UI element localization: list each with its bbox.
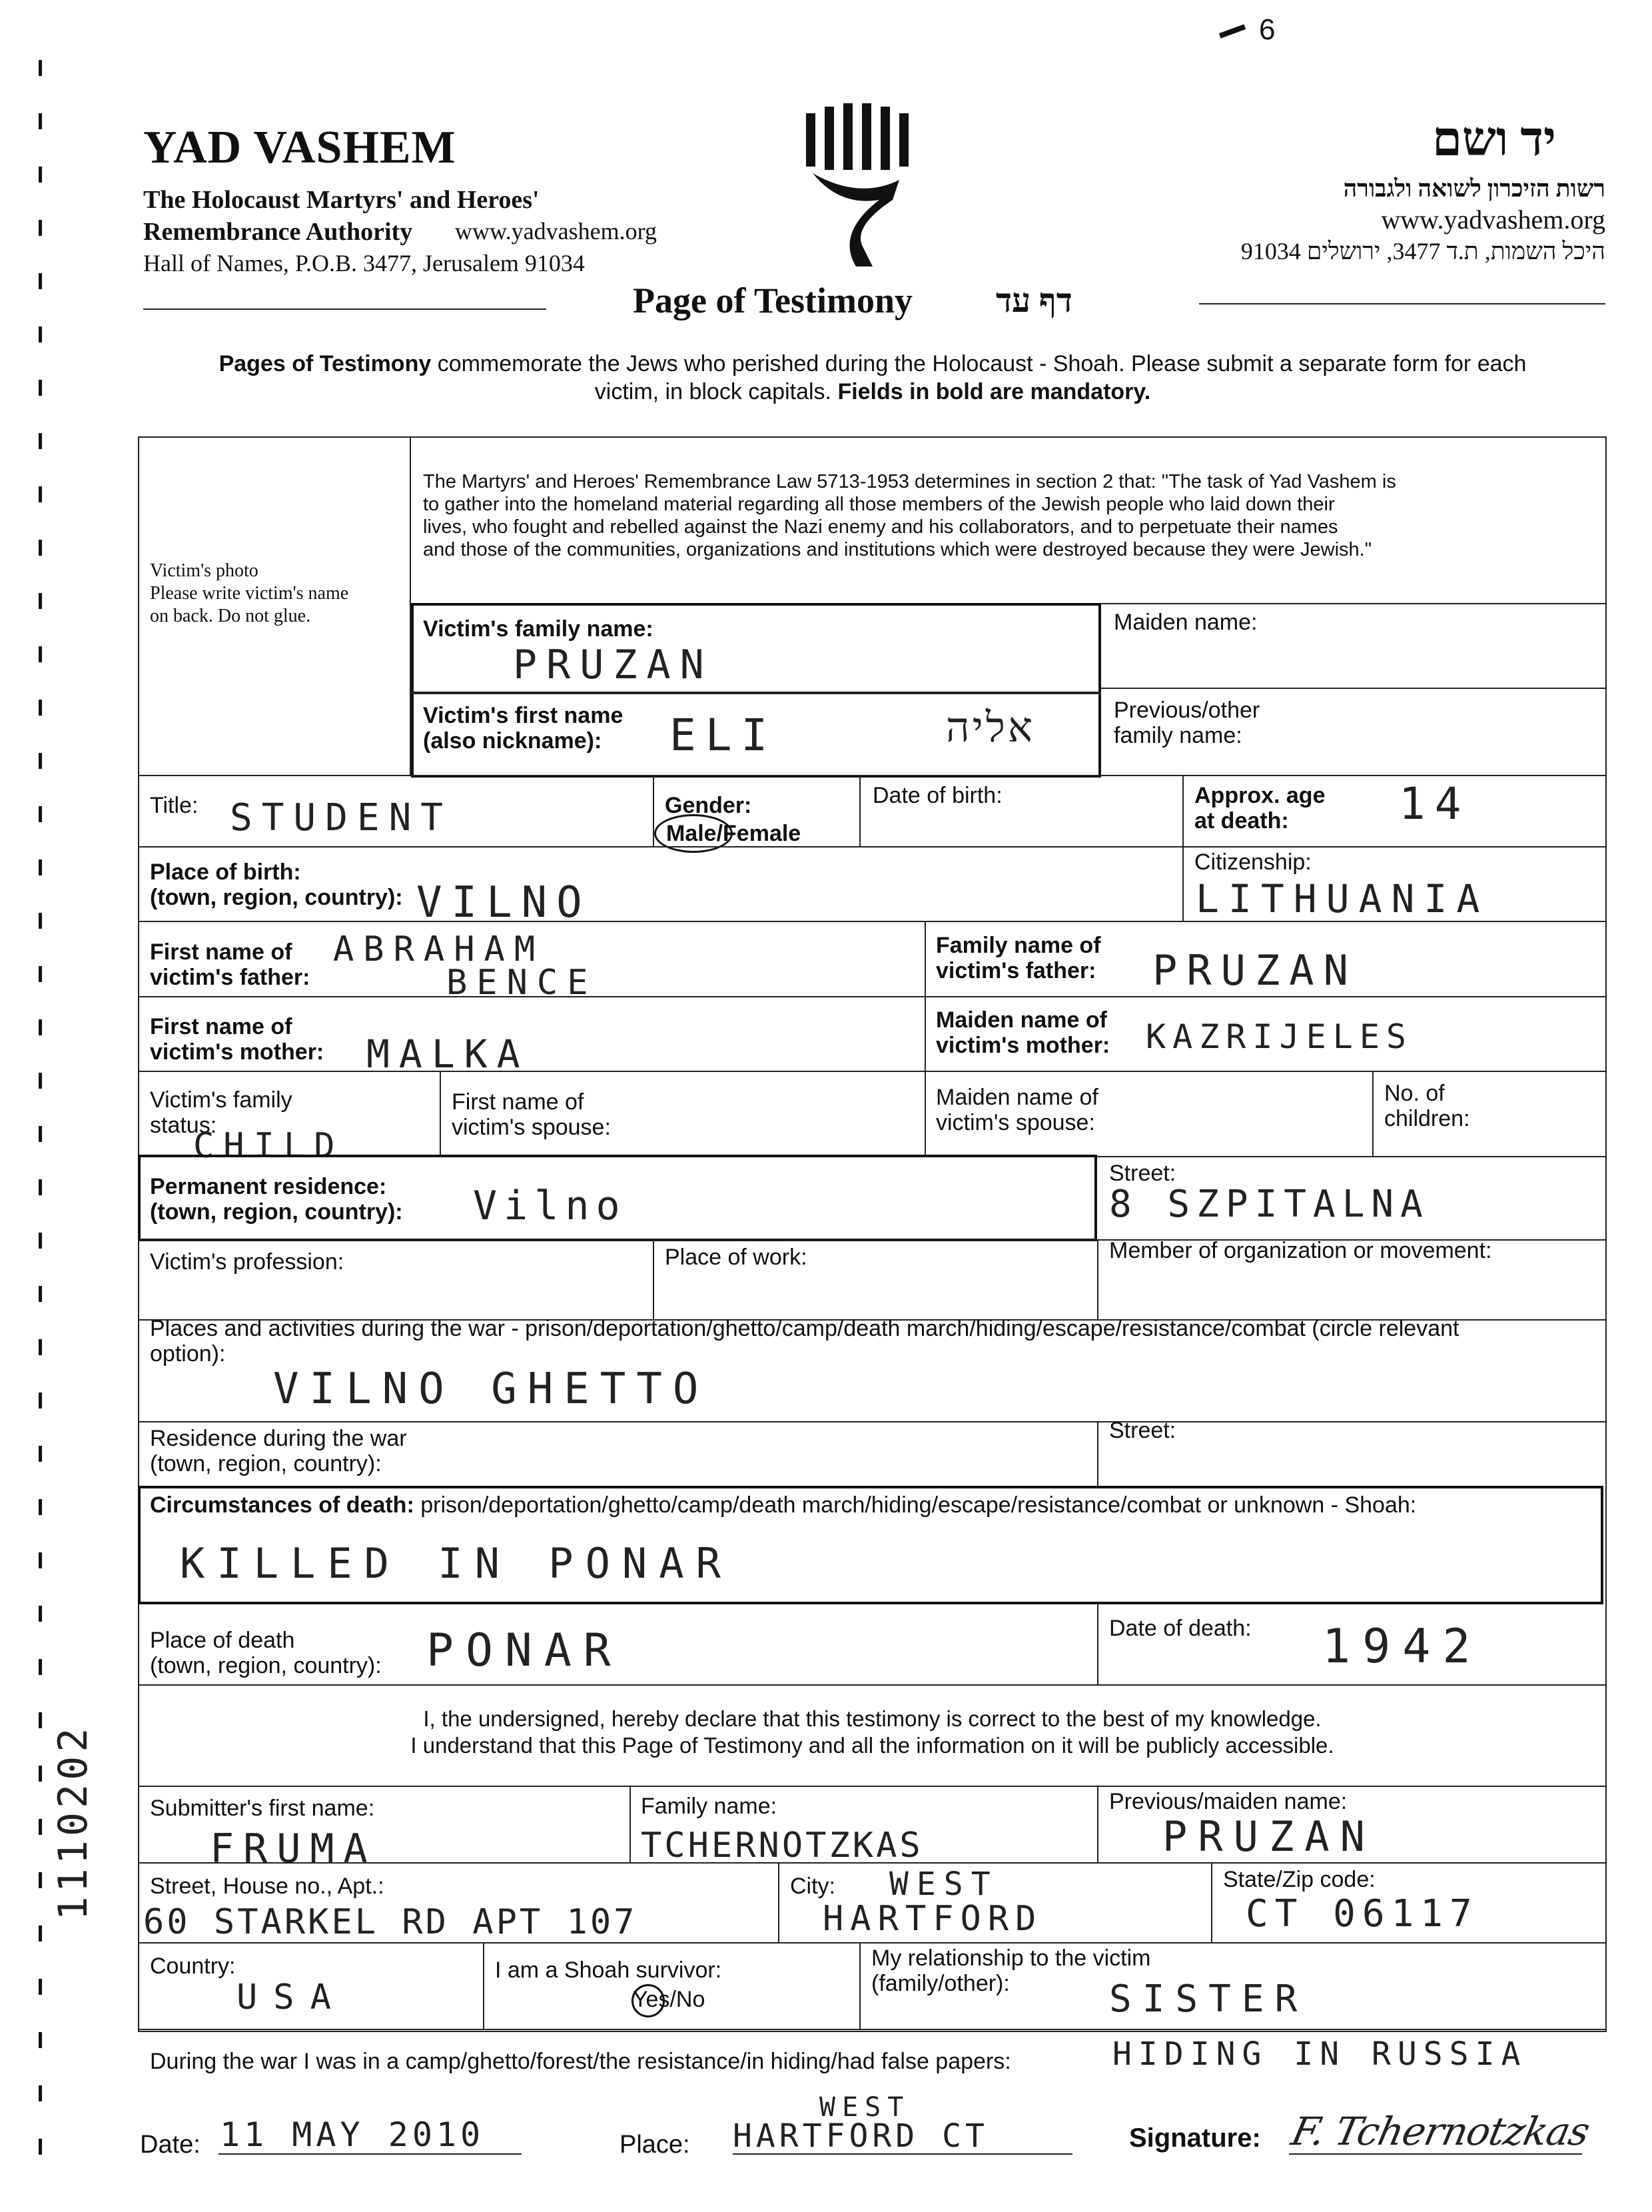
place-of-death-value[interactable]: PONAR: [426, 1624, 623, 1677]
street-house-value[interactable]: 60 STARKEL RD APT 107: [143, 1902, 637, 1942]
spouse-first-label: First name of victim's spouse:: [452, 1089, 611, 1140]
place-of-birth-label: Place of birth: (town, region, country):: [150, 859, 403, 910]
street-house-label: Street, House no., Apt.:: [150, 1874, 384, 1899]
relationship-label: My relationship to the victim (family/other):: [871, 1945, 1151, 1996]
street-value[interactable]: 8 SZPITALNA: [1109, 1183, 1430, 1226]
date-value[interactable]: 11 MAY 2010: [220, 2115, 485, 2154]
citizenship-divider: [1182, 846, 1184, 921]
father-family-label: Family name of victim's father:: [936, 933, 1101, 983]
row-rule-declaration: [138, 1684, 1607, 1686]
submitter-prev-divider: [1097, 1786, 1098, 1862]
hebrew-org-name: יד ושם: [1432, 113, 1556, 166]
member-divider: [1097, 1239, 1098, 1319]
father-first-label: First name of victim's father:: [150, 939, 310, 990]
date-of-death-value[interactable]: 1942: [1322, 1619, 1483, 1674]
state-zip-value[interactable]: CT 06117: [1246, 1892, 1479, 1936]
maiden-name-label: Maiden name:: [1114, 610, 1258, 635]
state-divider: [1211, 1862, 1212, 1942]
family-status-label: Victim's family status:: [150, 1087, 292, 1138]
father-first-value-2[interactable]: BENCE: [446, 963, 598, 1003]
mother-first-label: First name of victim's mother:: [150, 1014, 324, 1065]
submitter-first-label: Submitter's first name:: [150, 1796, 375, 1821]
war-street-divider: [1097, 1421, 1098, 1488]
form-title: Page of Testimony: [633, 280, 913, 320]
street-top-rule: [1097, 1156, 1607, 1157]
title-value[interactable]: STUDENT: [230, 796, 453, 839]
age-divider: [1182, 775, 1184, 846]
submitter-family-label: Family name:: [641, 1794, 777, 1819]
row-rule-pob: [138, 846, 1607, 847]
date-underline: [218, 2153, 522, 2155]
circumstances-label: [150, 1492, 1416, 1518]
law-text: [423, 470, 1396, 561]
form-title-hebrew: דף עד: [996, 282, 1072, 319]
mother-maiden-value[interactable]: KAZRIJELES: [1146, 1017, 1414, 1056]
intro-text-2: victim, in block capitals.: [594, 379, 838, 404]
first-name-value[interactable]: ELI: [669, 710, 777, 761]
approx-age-value[interactable]: 14: [1399, 778, 1471, 830]
residence-label: Permanent residence: (town, region, country):: [150, 1174, 403, 1225]
death-date-divider: [1097, 1604, 1098, 1684]
city-value-2[interactable]: HARTFORD: [823, 1899, 1043, 1939]
place-of-death-label: Place of death (town, region, country):: [150, 1628, 382, 1678]
first-name-label: Victim's first name (also nickname):: [423, 703, 623, 754]
profession-label: Victim's profession:: [150, 1249, 344, 1275]
circumstances-label-bold: Circumstances of death:: [150, 1492, 414, 1518]
children-label: No. of children:: [1384, 1081, 1470, 1131]
victim-name-divider: [411, 692, 1101, 694]
survivor-divider: [483, 1942, 484, 2029]
place-label: Place:: [620, 2131, 690, 2159]
org-subtitle-1: The Holocaust Martyrs' and Heroes': [143, 186, 540, 214]
family-status-value[interactable]: CHILD: [193, 1126, 344, 1166]
declaration: [138, 1706, 1607, 1759]
corner-mark: 6: [1219, 13, 1275, 47]
state-zip-label: State/Zip code:: [1223, 1867, 1376, 1892]
places-activities-label: Places and activities during the war - prison/deportation/ghetto/camp/death march/hiding/escape/resistance/combat (circle relevant option):: [150, 1316, 1459, 1367]
residence-value[interactable]: Vilno: [473, 1183, 627, 1229]
first-name-hebrew-value[interactable]: אליה: [946, 703, 1036, 752]
relationship-value[interactable]: SISTER: [1109, 1977, 1308, 2021]
org-name: YAD VASHEM: [143, 122, 456, 173]
member-org-label: Member of organization or movement:: [1109, 1238, 1492, 1263]
hebrew-website[interactable]: www.yadvashem.org: [1381, 205, 1605, 235]
row-rule-submitter: [138, 1786, 1607, 1787]
org-website[interactable]: www.yadvashem.org: [455, 218, 657, 245]
family-name-label: Victim's family name:: [423, 616, 653, 642]
submitter-family-divider: [629, 1786, 631, 1862]
row-rule-title: [138, 775, 1607, 776]
father-first-value-1[interactable]: ABRAHAM: [333, 929, 545, 969]
declaration-line-2: I understand that this Page of Testimony and all the information on it will be publicly accessible.: [410, 1733, 1334, 1758]
street-label: Street:: [1109, 1161, 1176, 1186]
mother-first-value[interactable]: MALKA: [366, 1031, 530, 1077]
during-war-label: During the war I was in a camp/ghetto/forest/the resistance/in hiding/had false papers:: [150, 2049, 1011, 2074]
photo-note: Victim's photo Please write victim's name on back. Do not glue.: [150, 560, 349, 626]
row-rule-mother: [138, 996, 1607, 997]
title-rule-right: [1199, 303, 1605, 304]
residence-war-label: Residence during the war (town, region, country):: [150, 1426, 407, 1476]
margin-number: 1110202: [50, 1724, 97, 1921]
survivor-label: I am a Shoah survivor:: [495, 1957, 722, 1983]
org-address: Hall of Names, P.O.B. 3477, Jerusalem 91034: [143, 250, 585, 276]
country-label: Country:: [150, 1953, 236, 1979]
law-line-2: to gather into the homeland material regarding all those members of the Jewish people who laid down their: [423, 494, 1335, 515]
place-of-work-label: Place of work:: [665, 1245, 807, 1270]
citizenship-label: Citizenship:: [1194, 849, 1312, 875]
city-label: City:: [790, 1874, 835, 1899]
yad-vashem-logo: [799, 100, 919, 273]
intro-text: [133, 350, 1612, 406]
citizenship-value[interactable]: LITHUANIA: [1196, 876, 1489, 921]
spouse-maiden-label: Maiden name of victim's spouse:: [936, 1085, 1098, 1135]
circumstances-label-rest: prison/deportation/ghetto/camp/death march/hiding/escape/resistance/combat or unknown - Shoah:: [414, 1492, 1417, 1518]
row-rule-war-residence: [138, 1421, 1607, 1422]
children-divider: [1372, 1071, 1374, 1156]
submitter-family-value[interactable]: TCHERNOTZKAS: [641, 1826, 923, 1866]
hebrew-subtitle: רשות הזיכרון לשואה ולגבורה: [1343, 175, 1605, 202]
gender-label: Gender:: [665, 793, 752, 818]
country-value[interactable]: USA: [236, 1977, 347, 2017]
row-rule-address: [138, 1862, 1607, 1864]
submitter-first-value[interactable]: FRUMA: [210, 1826, 377, 1872]
intro-text-1: commemorate the Jews who perished during the Holocaust - Shoah. Please submit a separate form for each: [431, 351, 1527, 376]
law-line-1: The Martyrs' and Heroes' Remembrance Law 5713-1953 determines in section 2 that: "The task of Yad Vashem is: [423, 471, 1396, 492]
row-rule-country: [138, 1942, 1607, 1943]
mother-maiden-label: Maiden name of victim's mother:: [936, 1007, 1110, 1058]
submitter-prev-value[interactable]: PRUZAN: [1162, 1812, 1376, 1861]
org-subtitle-2: Remembrance Authority: [143, 218, 413, 246]
dob-label: Date of birth:: [873, 783, 1003, 808]
law-line-4: and those of the communities, organizations and institutions which were destroyed because they were Jewish.": [423, 539, 1372, 560]
family-name-value[interactable]: PRUZAN: [513, 642, 713, 688]
place-value-2[interactable]: HARTFORD CT: [733, 2117, 989, 2155]
city-value-1[interactable]: WEST: [889, 1866, 999, 1903]
row-rule-during-war: [138, 2029, 1607, 2030]
place-of-birth-value[interactable]: VILNO: [416, 878, 592, 927]
signature-underline: [1289, 2153, 1582, 2155]
date-label: Date:: [140, 2131, 201, 2159]
date-of-death-label: Date of death:: [1109, 1616, 1252, 1641]
places-activities-value[interactable]: VILNO GHETTO: [273, 1365, 709, 1414]
during-war-value[interactable]: HIDING IN RUSSIA: [1112, 2035, 1527, 2073]
place-underline: [733, 2153, 1072, 2155]
father-family-value[interactable]: PRUZAN: [1152, 946, 1358, 995]
hebrew-address: היכל השמות, ת.ד 3477, ירושלים 91034: [1240, 238, 1605, 265]
row-rule-status: [138, 1071, 1607, 1072]
spouse-divider: [440, 1071, 441, 1156]
signature-label: Signature:: [1129, 2123, 1261, 2153]
signature-value[interactable]: F. Tchernotzkas: [1287, 2109, 1594, 2154]
row-rule-father: [138, 921, 1607, 922]
survivor-yes-circle: [631, 1984, 665, 2017]
title-rule-left: [143, 308, 546, 310]
submitter-prev-label: Previous/maiden name:: [1109, 1789, 1348, 1814]
work-divider: [653, 1239, 654, 1319]
city-divider: [778, 1862, 779, 1942]
law-line-3: lives, who fought and rebelled against the Nazi enemy and his collaborators, and to perpetuate their names: [423, 516, 1338, 538]
approx-age-label: Approx. age at death:: [1194, 783, 1326, 833]
place-value-1[interactable]: WEST: [819, 2092, 911, 2123]
survivor-options: Yes/No: [633, 1987, 705, 2012]
spouse-maiden-divider: [925, 1071, 926, 1156]
intro-bold-start: Pages of Testimony: [218, 351, 432, 376]
declaration-line-1: I, the undersigned, hereby declare that this testimony is correct to the best of my knowledge.: [423, 1706, 1322, 1731]
street-war-label: Street:: [1109, 1418, 1176, 1443]
maiden-rule: [1101, 688, 1607, 689]
gender-options: Male/Female: [666, 821, 801, 846]
circumstances-value[interactable]: KILLED IN PONAR: [180, 1539, 733, 1588]
prev-family-name-label: Previous/other family name:: [1114, 698, 1260, 748]
relationship-divider: [859, 1942, 861, 2029]
title-label: Title:: [150, 793, 199, 818]
intro-bold-end: Fields in bold are mandatory.: [837, 379, 1151, 404]
dob-divider: [859, 775, 861, 846]
